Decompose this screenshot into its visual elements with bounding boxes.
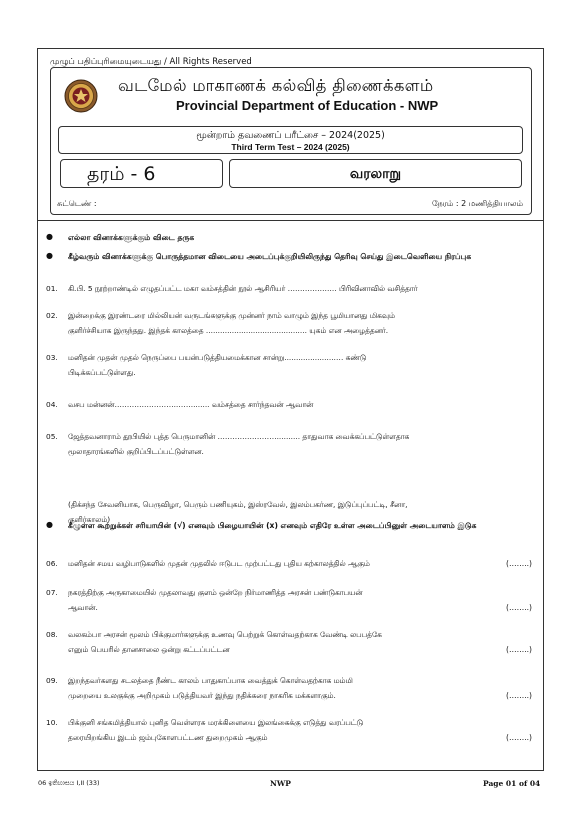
instruction-fill-blank: கீழ்வரும் வினாக்களுக்கு பொருத்தமான விடையை அடைப்புக்குறியிலிருந்து தெரிவு செய்து இடைவெளியை நிரப்புக	[68, 252, 472, 261]
index-number-label: சுட்டெண் :	[57, 199, 97, 208]
department-title-tamil: வடமேல் மாகாணக் கல்வித் திணைக்களம்	[118, 76, 434, 95]
instruction-all-answer: எல்லா வினாக்களுக்கும் விடை தருக	[68, 233, 195, 242]
footer-center: NWP	[270, 779, 291, 788]
answer-bracket: (……..)	[506, 690, 532, 700]
bullet-icon: ●	[46, 232, 53, 241]
test-name-box	[58, 126, 523, 154]
grade-box: தரம் - 6	[60, 159, 223, 188]
answer-bracket: (……..)	[506, 644, 532, 654]
answer-bracket: (……..)	[506, 559, 532, 568]
department-title-english: Provincial Department of Education - NWP	[176, 98, 439, 113]
answer-options: (திக்சந்த சேவனியாக, பெருவிழா, பெரும் பணியுகம், இஸ்ரவேல், இலம்பகர்ண, இடுப்புப்பட்டி, சீனா, குளிர்காலம்)	[68, 500, 408, 524]
answer-bracket: (……..)	[506, 602, 532, 612]
bullet-icon: ●	[46, 251, 53, 260]
test-name-english: Third Term Test – 2024 (2025)	[231, 142, 350, 152]
time-label: நேரம் : 2 மணித்தியாலம்	[431, 199, 523, 208]
instruction-true-false: கீழுள்ள கூற்றுக்கள் சரியாயின் (√) எனவும் பிழையாயின் (x) எனவும் எதிரே உள்ள அடைப்பினுள் அடையாளம் இடுக	[68, 521, 477, 530]
rights-notice: முழுப் பதிப்புரிமையுடையது / All Rights Reserved	[50, 57, 252, 67]
bullet-icon: ●	[46, 520, 53, 529]
footer-paper-code: 06 ඉතිහාසය I,II (33)	[38, 779, 100, 787]
header-divider	[38, 220, 543, 221]
subject-box: வரலாறு	[229, 159, 522, 188]
answer-bracket: (……..)	[506, 732, 532, 742]
provincial-emblem-icon	[64, 79, 98, 113]
test-name-tamil: மூன்றாம் தவணைப் பரீட்சை – 2024(2025)	[196, 130, 385, 141]
page-number: Page 01 of 04	[483, 779, 541, 788]
